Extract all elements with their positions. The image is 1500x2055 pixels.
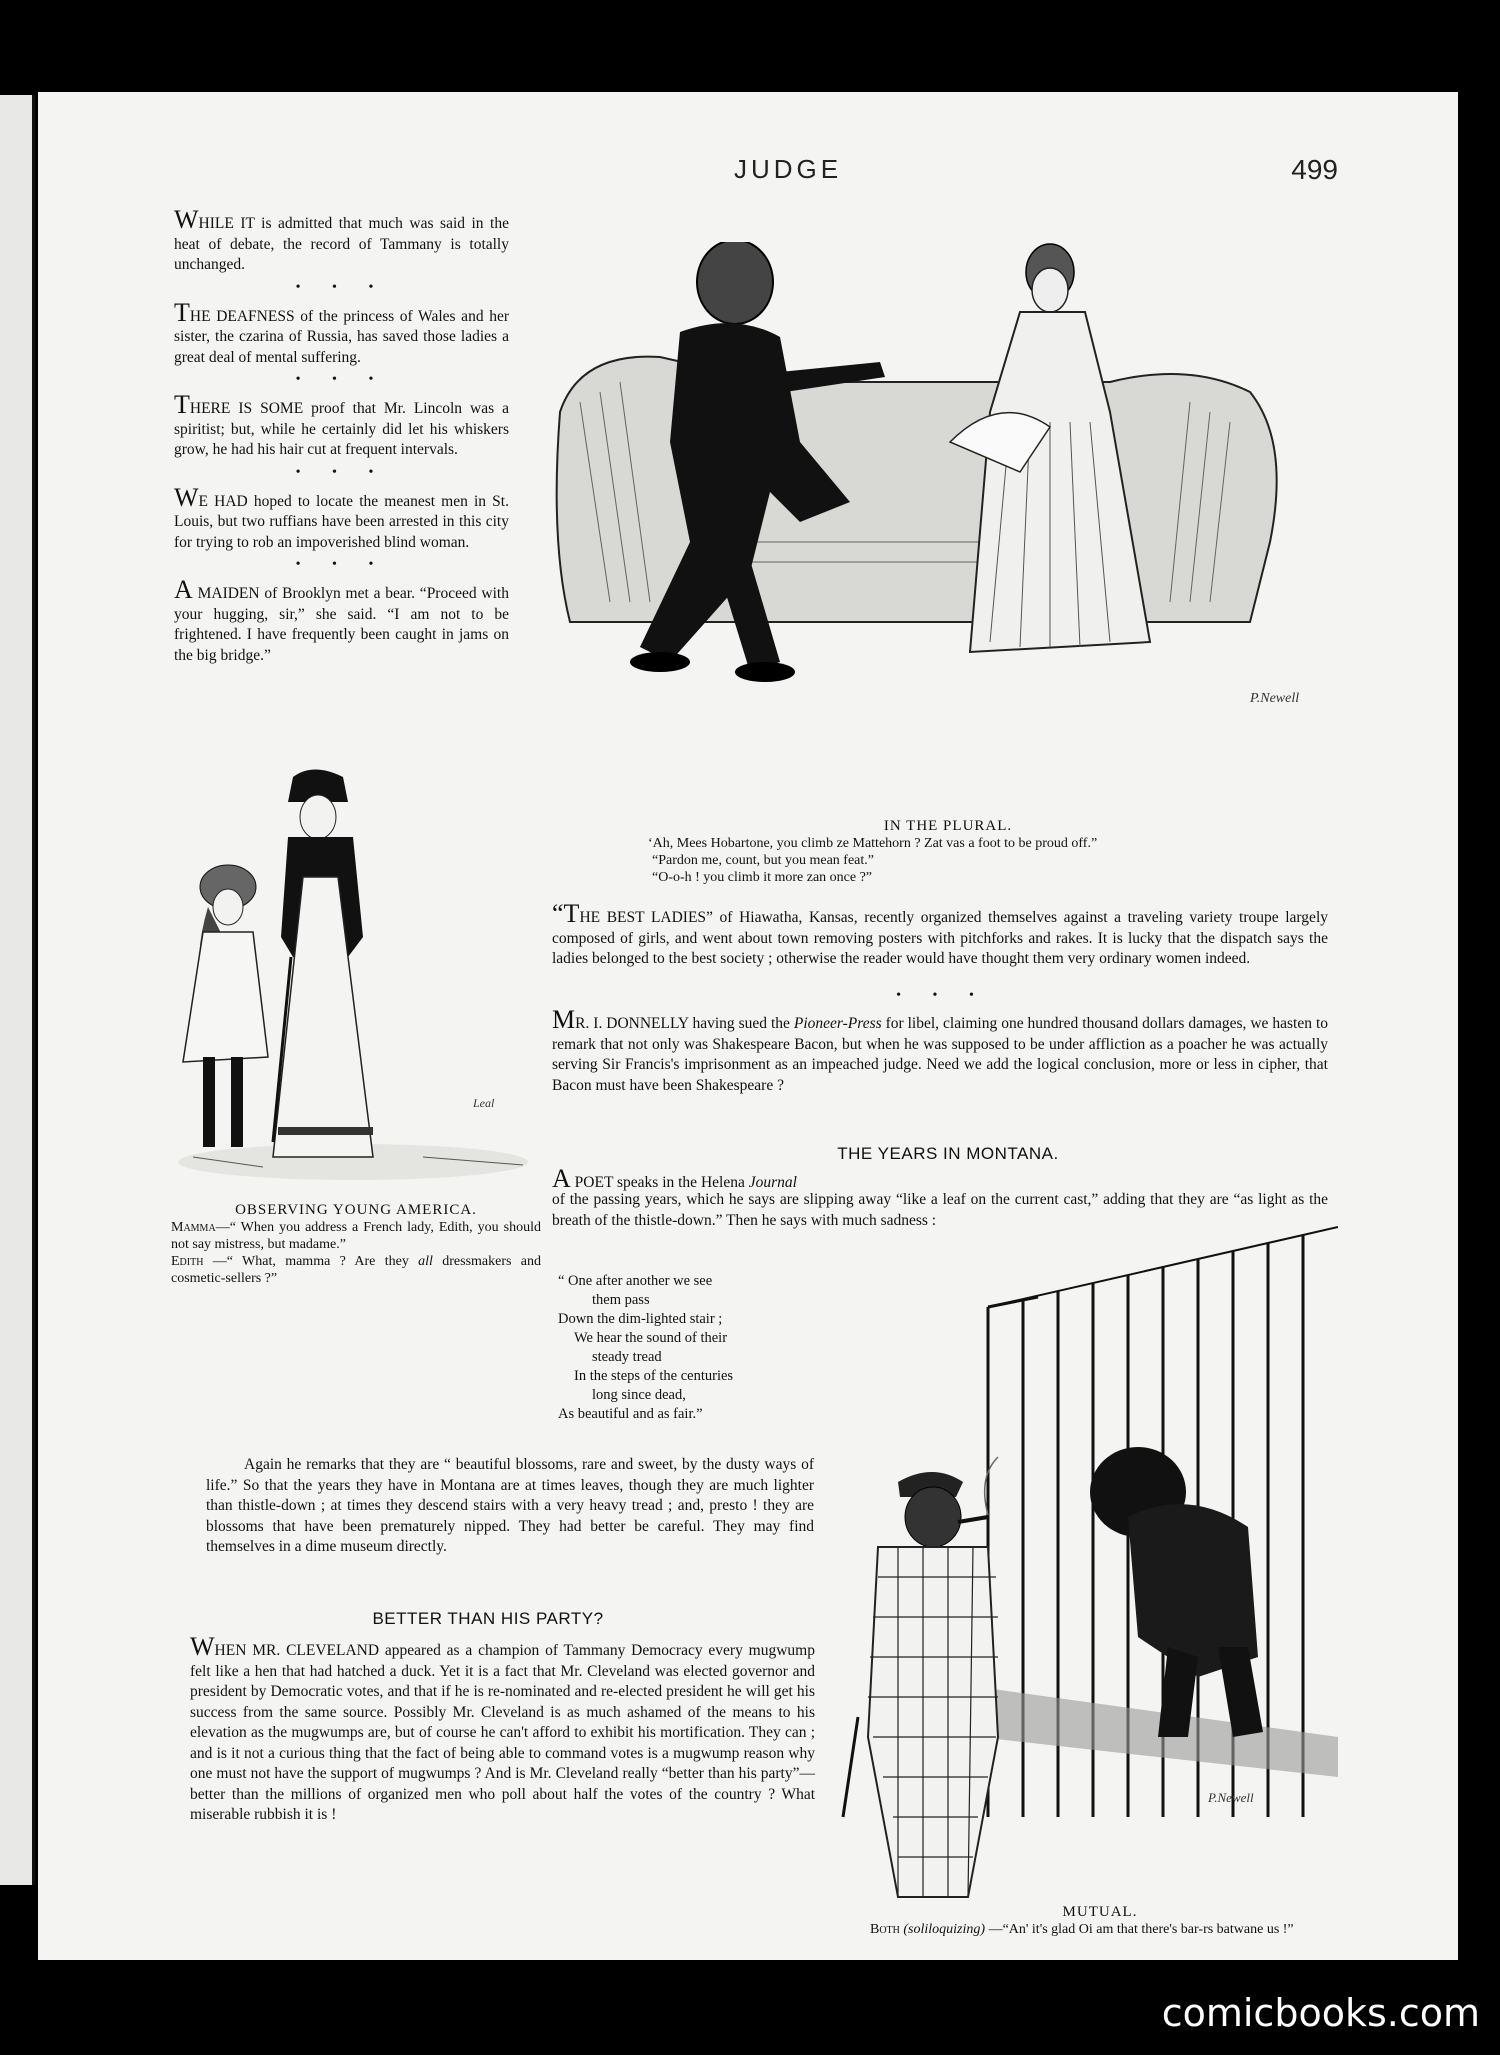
illustration-in-the-plural	[550, 242, 1340, 722]
poem-line: them pass	[592, 1292, 650, 1308]
caption-title: OBSERVING YOUNG AMERICA.	[235, 1202, 477, 1218]
better-than-party-heading: BETTER THAN HIS PARTY?	[372, 1609, 604, 1628]
caption-line-edith: Edith —“ What, mamma ? Are they all dressmakers and cosmetic-sellers ?”	[171, 1254, 541, 1286]
best-ladies-article: “THE BEST LADIES” of Hiawatha, Kansas, recently organized themselves against a traveling variety troupe largely composed of girls, and went about town removing posters with pitchforks and rakes. It is lucky that the dispatch says the ladies belonged to the best society ; otherwise the reader would have thought them very ordinary women indeed.	[552, 899, 1328, 967]
magazine-page	[38, 92, 1458, 1960]
watermark: comicbooks.com	[1161, 1991, 1480, 2035]
separator-dots: • • •	[295, 372, 388, 387]
left-item-4: WE HAD hoped to locate the meanest men in St. Louis, but two ruffians have been arrested in this city for trying to rob an impoverished blind woman.	[174, 482, 509, 551]
poem-line: As beautiful and as fair.”	[558, 1406, 703, 1422]
caption-line-mamma: Mamma—“ When you address a French lady, Edith, you should not say mistress, but madame.”	[171, 1220, 541, 1252]
svg-text:Leal: Leal	[473, 1096, 495, 1110]
mutual-caption	[870, 1904, 1330, 1938]
illustration-mutual	[838, 1217, 1338, 1917]
caption-title: IN THE PLURAL.	[883, 818, 1013, 834]
better-than-party-article: WHEN MR. CLEVELAND appeared as a champion of Tammany Democracy every mugwump felt like a hen that had hatched a duck. Yet it is a fact that Mr. Cleveland was elected governor and president by Democratic votes, and that if he is re-nominated and re-elected president he will get his success from the same source. Possibly Mr. Cleveland is as much ashamed of the means to his elevation as the mugwumps are, but of course he can't afford to exhibit his mortification. They can ; and is it not a curious thing that the fact of being able to command votes is a mugwump reason why one must not have the support of mugwumps ? And is Mr. Cleveland really “better than his party”— better than the millions of organized men who poll about half the votes of the country ? What miserable rubbish it is !	[190, 1632, 815, 1823]
donnelly-article: MR. I. DONNELLY having sued the Pioneer-Press for libel, claiming one hundred thousand dollars damages, we hasten to remark that not only was Shakespeare Bacon, but when he was supposed to be under affliction as a poacher he was actually serving Sir Francis's imprisonment as an impeached judge. Need we add the logical conclusion, more or less in cipher, that Bacon must have been Shakespeare ?	[552, 1005, 1328, 1094]
poem-line: Down the dim-lighted stair ;	[558, 1311, 723, 1327]
separator-dots: • • •	[896, 988, 988, 1003]
left-item-5: A MAIDEN of Brooklyn met a bear. “Proceed with your hugging, sir,” she said. “I am not to be frightened. I have frequently been caught in jams on the big bridge.”	[174, 575, 509, 664]
caption-line: “O-o-h ! you climb it more zan once ?”	[652, 870, 873, 885]
caption-line: ‘Ah, Mees Hobartone, you climb ze Mattehorn ? Zat vas a foot to be proud off.”	[648, 836, 1098, 851]
separator-dots: • • •	[295, 279, 388, 295]
poem-line: “ One after another we see	[558, 1273, 713, 1289]
montana-continuation: Again he remarks that they are “ beautiful blossoms, rare and sweet, by the dusty ways of life.” So that the years they have in Montana are at times leaves, though they are much lighter than thistle-down ; at times they descend stairs with a very heavy tread ; and, presto ! they are blossoms that have been prematurely nipped. They had better be careful. They may find themselves in a dime museum directly.	[206, 1456, 814, 1555]
illustration-observing-young-america	[173, 757, 543, 1187]
caption-line: “Pardon me, count, but you mean feat.”	[652, 853, 874, 868]
poem-line: long since dead,	[592, 1387, 686, 1403]
poem-line: We hear the sound of their	[574, 1330, 728, 1346]
montana-heading: THE YEARS IN MONTANA.	[837, 1144, 1059, 1163]
left-column-items	[174, 205, 509, 666]
caption-line: Both (soliloquizing) —“An' it's glad Oi am that there's bar-rs batwane us !”	[870, 1922, 1294, 1937]
in-the-plural-caption	[648, 818, 1248, 886]
separator-dots: • • •	[295, 557, 388, 572]
page-header-title: JUDGE	[733, 154, 843, 184]
montana-poem	[558, 1272, 823, 1424]
svg-text:P.Newell: P.Newell	[1250, 691, 1300, 706]
scan-left-page-edge	[0, 95, 35, 1885]
page-number: 499	[1291, 154, 1338, 185]
observing-young-america-caption	[171, 1202, 541, 1287]
svg-text:P.Newell: P.Newell	[1208, 1790, 1254, 1805]
left-item-1: WHILE IT is admitted that much was said in the heat of debate, the record of Tammany is totally unchanged.	[174, 205, 509, 273]
montana-intro-rest: of the passing years, which he says are slipping away “like a leaf on the current cast,” adding that they are “as light as the breath of the thistle-down.” Then he says with much sadness :	[552, 1191, 1328, 1229]
caption-title: MUTUAL.	[1062, 1904, 1138, 1920]
left-item-2: THE DEAFNESS of the princess of Wales and her sister, the czarina of Russia, has saved those ladies a great deal of mental suffering.	[174, 297, 509, 366]
poem-line: steady tread	[592, 1349, 662, 1365]
left-item-3: THERE IS SOME proof that Mr. Lincoln was a spiritist; but, while he certainly did let his whiskers grow, he had his hair cut at frequent intervals.	[174, 390, 509, 458]
poem-line: In the steps of the centuries	[574, 1368, 734, 1384]
separator-dots: • • •	[295, 464, 388, 480]
montana-intro-first: A POET speaks in the Helena Journal	[552, 1164, 797, 1193]
